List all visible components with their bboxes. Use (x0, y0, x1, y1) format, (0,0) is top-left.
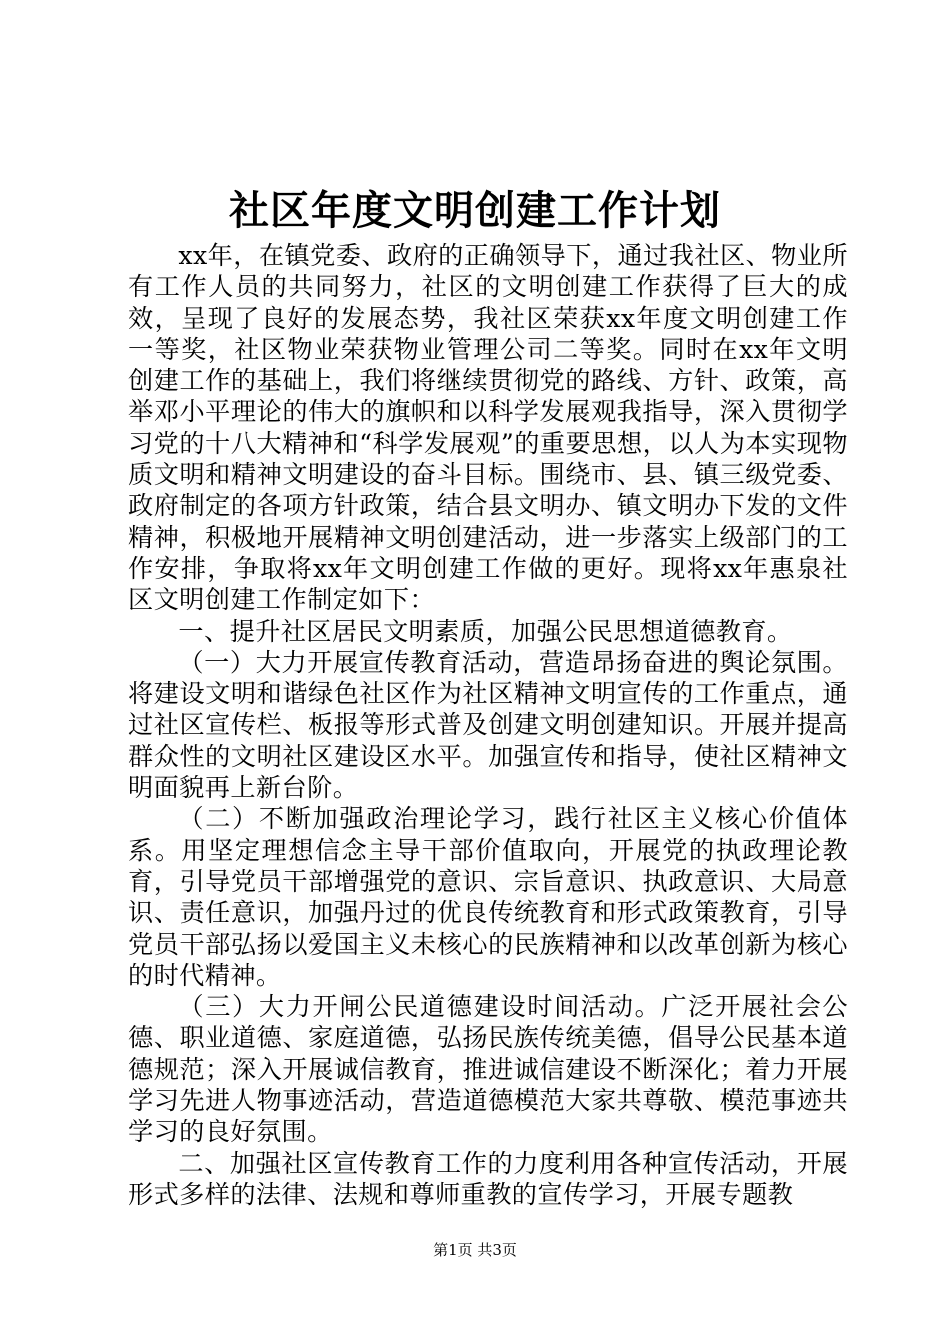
document-title: 社区年度文明创建工作计划 (229, 188, 721, 234)
paragraph-item-1: （一）大力开展宣传教育活动，营造昂扬奋进的舆论氛围。将建设文明和谐绿色社区作为社区精神文明宣传的工作重点，通过社区宣传栏、板报等形式普及创建文明创建知识。开展并提高群众性的文明社区建设区水平。加强宣传和指导，使社区精神文明面貌再上新台阶。 (128, 647, 848, 803)
paragraph-section-2: 二、加强社区宣传教育工作的力度利用各种宣传活动，开展形式多样的法律、法规和尊师重教的宣传学习，开展专题教 (128, 1148, 848, 1209)
paragraph-item-2: （二）不断加强政治理论学习，践行社区主义核心价值体系。用坚定理想信念主导干部价值取向，开展党的执政理论教育，引导党员干部增强党的意识、宗旨意识、执政意识、大局意识、责任意识，加强丹过的优良传统教育和形式政策教育，引导党员干部弘扬以爱国主义未核心的民族精神和以改革创新为核心的时代精神。 (128, 804, 848, 990)
document-body (128, 240, 848, 1210)
page-footer: 第1页 共3页 (433, 1241, 517, 1259)
paragraph-item-3: （三）大力开闸公民道德建设时间活动。广泛开展社会公德、职业道德、家庭道德，弘扬民族传统美德，倡导公民基本道德规范；深入开展诚信教育，推进诚信建设不断深化；着力开展学习先进人物事迹活动，营造道德模范大家共尊敬、模范事迹共学习的良好氛围。 (128, 992, 848, 1147)
paragraph-intro: xx年，在镇党委、政府的正确领导下，通过我社区、物业所有工作人员的共同努力，社区的文明创建工作获得了巨大的成效，呈现了良好的发展态势，我社区荣获xx年度文明创建工作一等奖，社区物业荣获物业管理公司二等奖。同时在xx年文明创建工作的基础上，我们将继续贯彻党的路线、方针、政策，高举邓小平理论的伟大的旗帜和以科学发展观我指导，深入贯彻学习党的十八大精神和“科学发展观”的重要思想，以人为本实现物质文明和精神文明建设的奋斗目标。围绕市、县、镇三级党委、政府制定的各项方针政策，结合县文明办、镇文明办下发的文件精神，积极地开展精神文明创建活动，进一步落实上级部门的工作安排，争取将xx年文明创建工作做的更好。现将xx年惠泉社区文明创建工作制定如下： (128, 241, 848, 615)
paragraph-section-1-heading: 一、提升社区居民文明素质，加强公民思想道德教育。 (178, 616, 793, 646)
